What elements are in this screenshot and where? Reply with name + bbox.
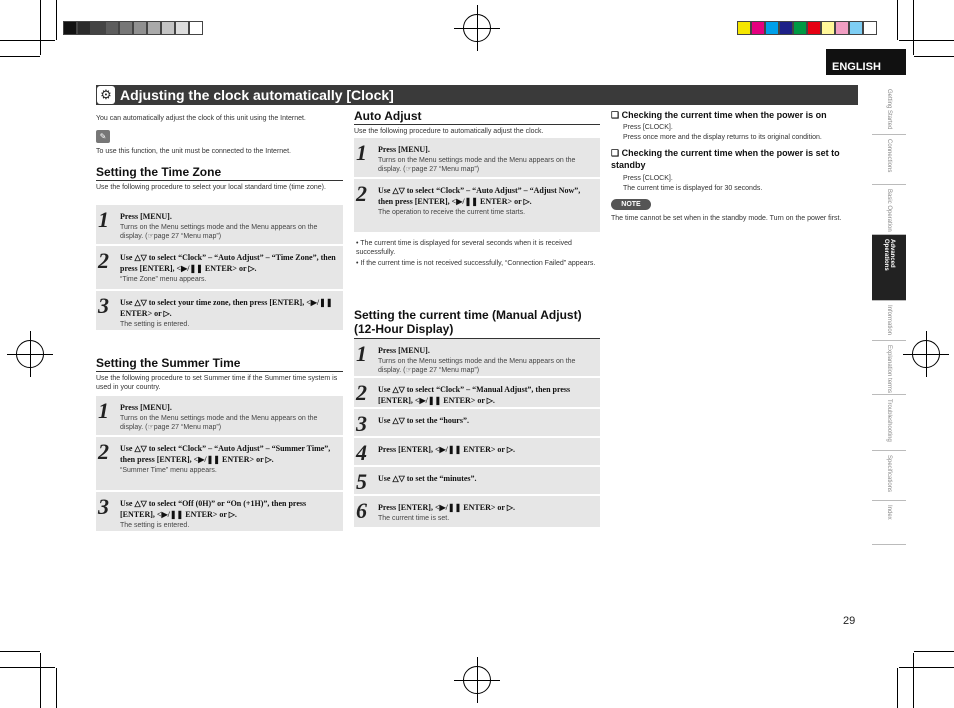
sidebar-item[interactable]: Basic Operation (872, 185, 906, 235)
sidebar-item[interactable]: Troubleshooting (872, 395, 906, 451)
sidebar-item[interactable]: Index (872, 501, 906, 545)
summer-time-heading: Setting the Summer Time (96, 356, 241, 370)
auto-adjust-note-2: • If the current time is not received successfully, “Connection Failed” appears. (356, 260, 596, 267)
step-item (354, 438, 600, 466)
color-swatch (793, 21, 807, 35)
check-power-on-press: Press [CLOCK]. (623, 124, 673, 131)
page-number: 29 (843, 615, 856, 627)
step-item (354, 138, 600, 178)
step-item (96, 437, 343, 491)
color-swatch (737, 21, 751, 35)
sidebar-item[interactable]: Specifications (872, 451, 906, 501)
auto-adjust-heading: Auto Adjust (354, 109, 422, 123)
step-description: Turns on the Menu settings mode and the Menu appears on the display. (☞page 27 “Menu map”) (378, 358, 576, 374)
step-item (354, 496, 600, 528)
color-swatch (105, 21, 119, 35)
step-number: 1 (98, 398, 109, 423)
step-instruction: Use △▽ to select your time zone, then press [ENTER], <▶/❚❚ ENTER> or ▷. (120, 298, 333, 318)
step-description: “Summer Time” menu appears. (120, 467, 217, 474)
color-swatch (849, 21, 863, 35)
step-number: 2 (98, 248, 109, 273)
step-instruction: Use △▽ to set the “hours”. (378, 416, 469, 425)
page-title: Adjusting the clock automatically [Clock] (120, 87, 394, 103)
step-item (354, 179, 600, 233)
color-swatch (835, 21, 849, 35)
step-number: 5 (356, 469, 367, 494)
step-item (96, 396, 343, 436)
check-power-on-desc: Press once more and the display returns to its original condition. (623, 134, 822, 141)
step-item (96, 205, 343, 245)
sidebar-item[interactable]: Information (872, 301, 906, 341)
step-description: The current time is set. (378, 515, 450, 522)
step-instruction: Use △▽ to select “Clock” – “Auto Adjust” – “Time Zone”, then press [ENTER], <▶/❚❚ ENTER> or ▷. (120, 253, 336, 273)
registration-mark-top (463, 14, 491, 42)
color-swatch (63, 21, 77, 35)
step-instruction: Use △▽ to select “Clock” – “Auto Adjust” – “Adjust Now”, then press [ENTER], <▶/❚❚ ENTER> or ▷. (378, 186, 581, 206)
time-zone-desc: Use the following procedure to select your local standard time (time zone). (96, 184, 326, 191)
color-swatch (161, 21, 175, 35)
color-swatch (189, 21, 203, 35)
step-item (354, 467, 600, 495)
manual-adjust-heading: Setting the current time (Manual Adjust) (12-Hour Display) (354, 308, 582, 336)
step-instruction: Press [MENU]. (120, 403, 172, 412)
step-instruction: Press [ENTER], <▶/❚❚ ENTER> or ▷. (378, 445, 515, 454)
step-number: 1 (356, 140, 367, 165)
step-number: 1 (98, 207, 109, 232)
sidebar-item[interactable]: Explanation terms (872, 341, 906, 395)
step-number: 4 (356, 440, 367, 465)
check-standby-press: Press [CLOCK]. (623, 175, 673, 182)
step-number: 3 (98, 293, 109, 318)
step-number: 2 (356, 380, 367, 405)
color-swatch (119, 21, 133, 35)
time-zone-heading: Setting the Time Zone (96, 165, 222, 179)
step-description: The setting is entered. (120, 522, 190, 529)
step-number: 2 (98, 439, 109, 464)
step-item (354, 378, 600, 408)
color-swatch (863, 21, 877, 35)
step-instruction: Use △▽ to select “Clock” – “Manual Adjust”, then press [ENTER], <▶/❚❚ ENTER> or ▷. (378, 385, 571, 405)
step-number: 2 (356, 181, 367, 206)
note-text: The time cannot be set when in the standby mode. Turn on the power first. (611, 215, 842, 222)
check-power-on-title: ❑ Checking the current time when the power is on (611, 110, 827, 120)
step-description: Turns on the Menu settings mode and the Menu appears on the display. (☞page 27 “Menu map”) (120, 224, 318, 240)
color-swatch (77, 21, 91, 35)
step-description: Turns on the Menu settings mode and the Menu appears on the display. (☞page 27 “Menu map”) (120, 415, 318, 431)
step-item (354, 409, 600, 437)
step-description: The setting is entered. (120, 321, 190, 328)
step-description: The operation to receive the current time starts. (378, 209, 526, 216)
step-item (354, 339, 600, 377)
step-description: “Time Zone” menu appears. (120, 276, 207, 283)
step-number: 3 (98, 494, 109, 519)
intro-note: To use this function, the unit must be connected to the Internet. (96, 148, 291, 155)
pencil-icon: ✎ (96, 130, 110, 143)
step-instruction: Press [MENU]. (120, 212, 172, 221)
sidebar-item[interactable]: Connections (872, 135, 906, 185)
registration-mark-right (912, 340, 940, 368)
step-instruction: Use △▽ to select “Off (0H)” or “On (+1H)”, then press [ENTER], <▶/❚❚ ENTER> or ▷. (120, 499, 307, 519)
registration-mark-bottom (463, 666, 491, 694)
auto-adjust-desc: Use the following procedure to automatically adjust the clock. (354, 128, 544, 135)
language-tab: ENGLISH (826, 49, 906, 75)
check-standby-desc: The current time is displayed for 30 seconds. (623, 185, 763, 192)
step-number: 6 (356, 498, 367, 523)
sidebar-item[interactable]: Advanced Operations (872, 235, 906, 301)
check-standby-title: ❑ Checking the current time when the power is set to standby (611, 148, 840, 170)
color-swatch (765, 21, 779, 35)
color-swatch (779, 21, 793, 35)
step-item (96, 291, 343, 331)
step-instruction: Use △▽ to select “Clock” – “Auto Adjust” – “Summer Time”, then press [ENTER], <▶/❚❚ ENTER> or ▷. (120, 444, 331, 464)
registration-mark-left (16, 340, 44, 368)
note-badge: NOTE (611, 199, 651, 210)
step-item (96, 492, 343, 532)
step-number: 3 (356, 411, 367, 436)
sidebar-item[interactable]: Getting Started (872, 85, 906, 135)
step-description: Turns on the Menu settings mode and the Menu appears on the display. (☞page 27 “Menu map”) (378, 157, 576, 173)
color-swatch (751, 21, 765, 35)
step-item (96, 246, 343, 290)
step-instruction: Press [ENTER], <▶/❚❚ ENTER> or ▷. (378, 503, 515, 512)
step-instruction: Use △▽ to set the “minutes”. (378, 474, 477, 483)
color-swatch (147, 21, 161, 35)
color-swatch (91, 21, 105, 35)
color-swatch (175, 21, 189, 35)
section-title-bar (96, 85, 858, 105)
intro-text: You can automatically adjust the clock of this unit using the Internet. (96, 115, 306, 122)
gear-icon: ⚙ (97, 86, 115, 104)
step-number: 1 (356, 341, 367, 366)
color-swatch (133, 21, 147, 35)
summer-time-desc: Use the following procedure to set Summer time if the Summer time system is used in your country. (96, 375, 338, 391)
step-instruction: Press [MENU]. (378, 145, 430, 154)
auto-adjust-note-1: • The current time is displayed for several seconds when it is received successfully. (356, 240, 572, 256)
step-instruction: Press [MENU]. (378, 346, 430, 355)
color-swatch (821, 21, 835, 35)
color-swatch (807, 21, 821, 35)
